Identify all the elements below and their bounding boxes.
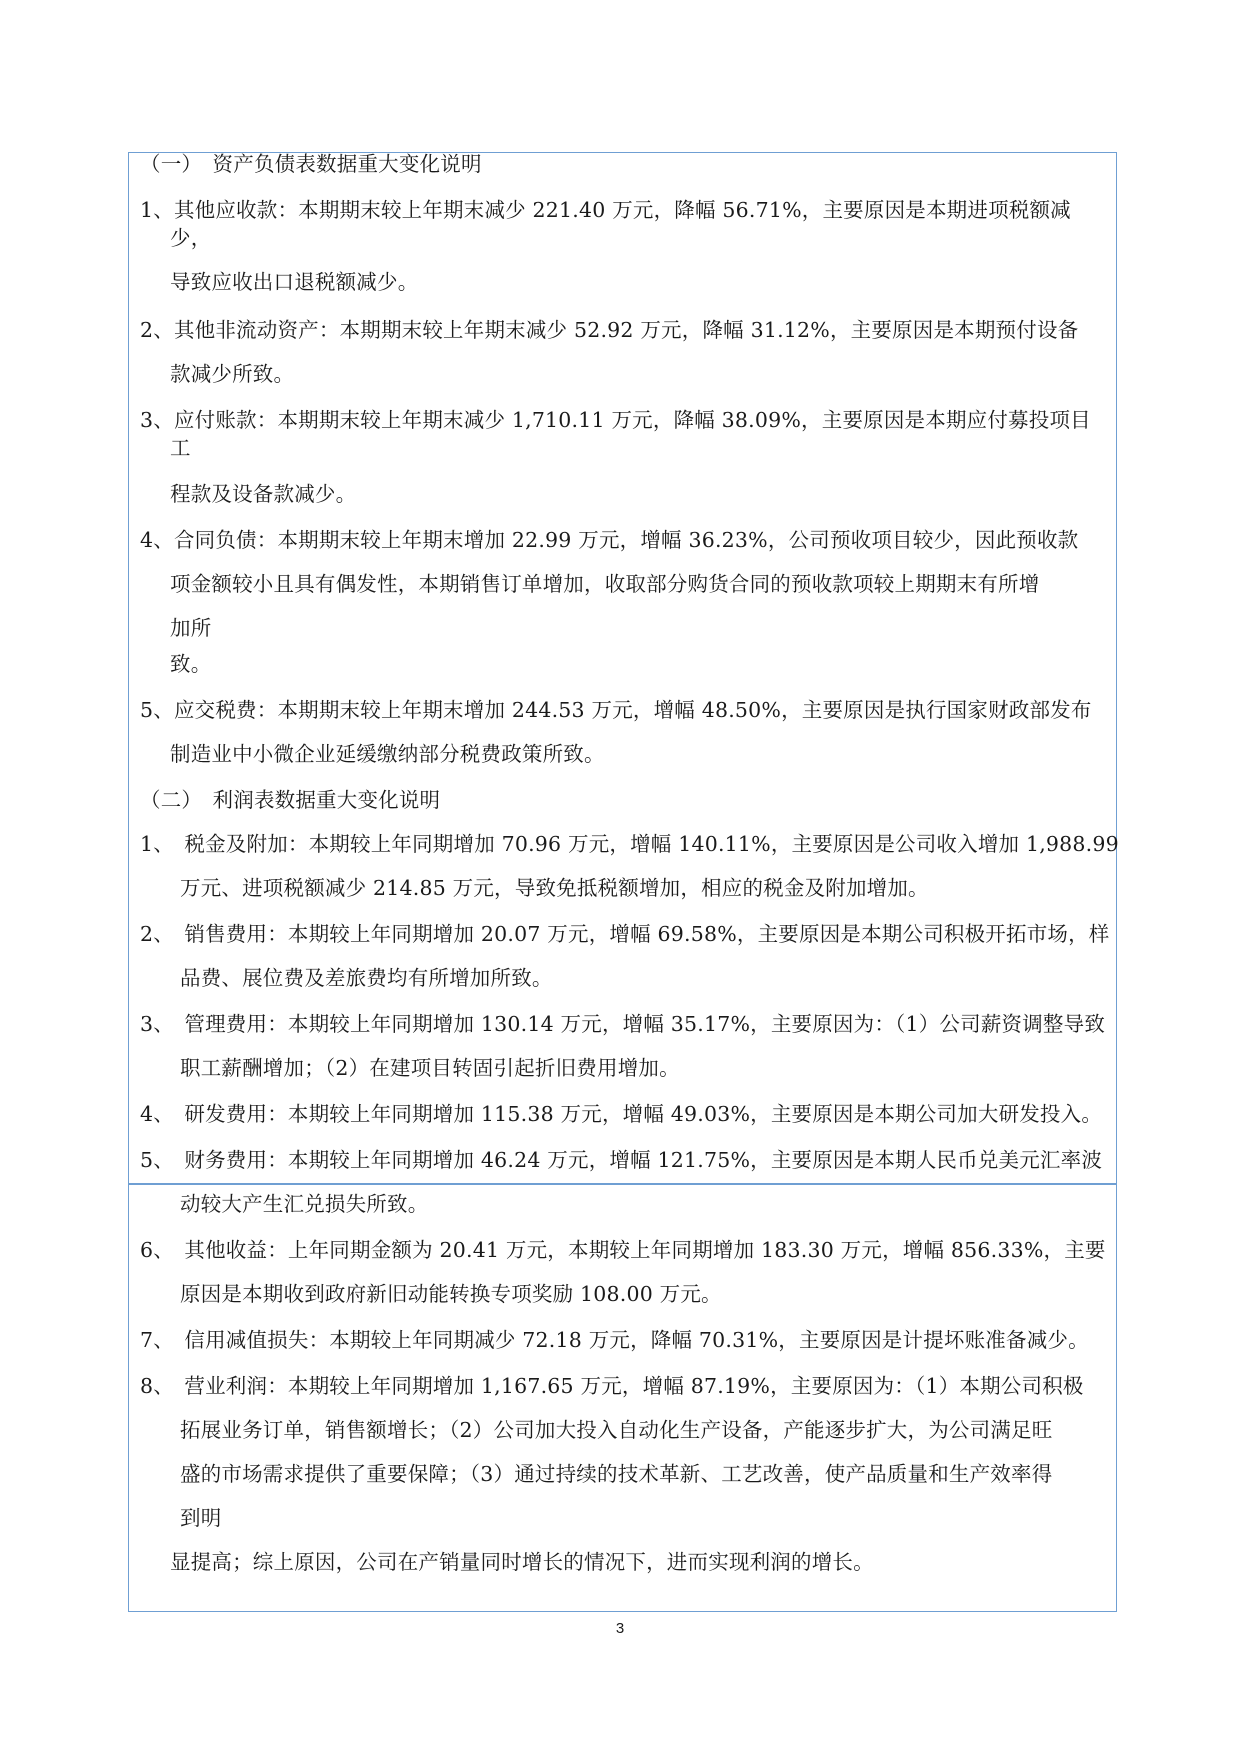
s1-item1-line1: 1、其他应收款：本期期末较上年期末减少 221.40 万元，降幅 56.71%，主要原因是本期进项税额减 [140, 198, 1071, 222]
s2-item7-line1: 7、 信用减值损失：本期较上年同期减少 72.18 万元，降幅 70.31%，主要原因是计提坏账准备减少。 [140, 1328, 1089, 1352]
s2-item4-line1: 4、 研发费用：本期较上年同期增加 115.38 万元，增幅 49.03%，主要原因是本期公司加大研发投入。 [140, 1102, 1103, 1126]
s1-item1-line3: 导致应收出口退税额减少。 [170, 270, 419, 294]
s2-item5-line2: 动较大产生汇兑损失所致。 [180, 1192, 429, 1216]
s1-item4-line3: 加所 [170, 616, 212, 640]
s2-item8-line2: 拓展业务订单，销售额增长；（2）公司加大投入自动化生产设备，产能逐步扩大，为公司满足旺 [180, 1418, 1053, 1442]
s1-item4-line2: 项金额较小且具有偶发性，本期销售订单增加，收取部分购货合同的预收款项较上期期末有所增 [170, 572, 1040, 596]
s2-item5-line1: 5、 财务费用：本期较上年同期增加 46.24 万元，增幅 121.75%，主要原因是本期人民币兑美元汇率波 [140, 1148, 1103, 1172]
s1-item5-line1: 5、应交税费：本期期末较上年期末增加 244.53 万元，增幅 48.50%，主要原因是执行国家财政部发布 [140, 698, 1092, 722]
s2-item3-line2: 职工薪酬增加；（2）在建项目转固引起折旧费用增加。 [180, 1056, 680, 1080]
s2-item8-line3: 盛的市场需求提供了重要保障；（3）通过持续的技术革新、工艺改善，使产品质量和生产效率得 [180, 1462, 1053, 1486]
section-heading-income-statement: （二） 利润表数据重大变化说明 [140, 788, 441, 812]
s1-item3-line3: 程款及设备款减少。 [170, 482, 357, 506]
s2-item8-line5: 显提高；综上原因，公司在产销量同时增长的情况下，进而实现利润的增长。 [170, 1550, 874, 1574]
s1-item4-line1: 4、合同负债：本期期末较上年期末增加 22.99 万元，增幅 36.23%，公司预收项目较少，因此预收款 [140, 528, 1079, 552]
s2-item8-line4: 到明 [180, 1506, 222, 1530]
s2-item2-line1: 2、 销售费用：本期较上年同期增加 20.07 万元，增幅 69.58%，主要原因是本期公司积极开拓市场，样 [140, 922, 1110, 946]
s2-item6-line1: 6、 其他收益：上年同期金额为 20.41 万元，本期较上年同期增加 183.30 万元，增幅 856.33%，主要 [140, 1238, 1106, 1262]
s2-item2-line2: 品费、展位费及差旅费均有所增加所致。 [180, 966, 553, 990]
s1-item4-line4: 致。 [170, 652, 212, 676]
s1-item3-line1: 3、应付账款：本期期末较上年期末减少 1,710.11 万元，降幅 38.09%，主要原因是本期应付募投项目 [140, 408, 1091, 432]
s2-item3-line1: 3、 管理费用：本期较上年同期增加 130.14 万元，增幅 35.17%，主要原因为：（1）公司薪资调整导致 [140, 1012, 1106, 1036]
page-number: 3 [615, 1620, 625, 1637]
s1-item5-line2: 制造业中小微企业延缓缴纳部分税费政策所致。 [170, 742, 605, 766]
s1-item2-line2: 款减少所致。 [170, 362, 295, 386]
section-heading-balance-sheet: （一） 资产负债表数据重大变化说明 [140, 152, 482, 176]
s1-item2-line1: 2、其他非流动资产：本期期末较上年期末减少 52.92 万元，降幅 31.12%，主要原因是本期预付设备 [140, 318, 1079, 342]
s1-item1-line2: 少， [170, 226, 212, 250]
s2-item8-line1: 8、 营业利润：本期较上年同期增加 1,167.65 万元，增幅 87.19%，主要原因为：（1）本期公司积极 [140, 1374, 1084, 1398]
s2-item6-line2: 原因是本期收到政府新旧动能转换专项奖励 108.00 万元。 [180, 1282, 722, 1306]
s2-item1-line2: 万元、进项税额减少 214.85 万元，导致免抵税额增加，相应的税金及附加增加。 [180, 876, 929, 900]
s2-item1-line1: 1、 税金及附加：本期较上年同期增加 70.96 万元，增幅 140.11%，主要原因是公司收入增加 1,988.99 [140, 832, 1119, 856]
s1-item3-line2: 工 [170, 436, 191, 460]
